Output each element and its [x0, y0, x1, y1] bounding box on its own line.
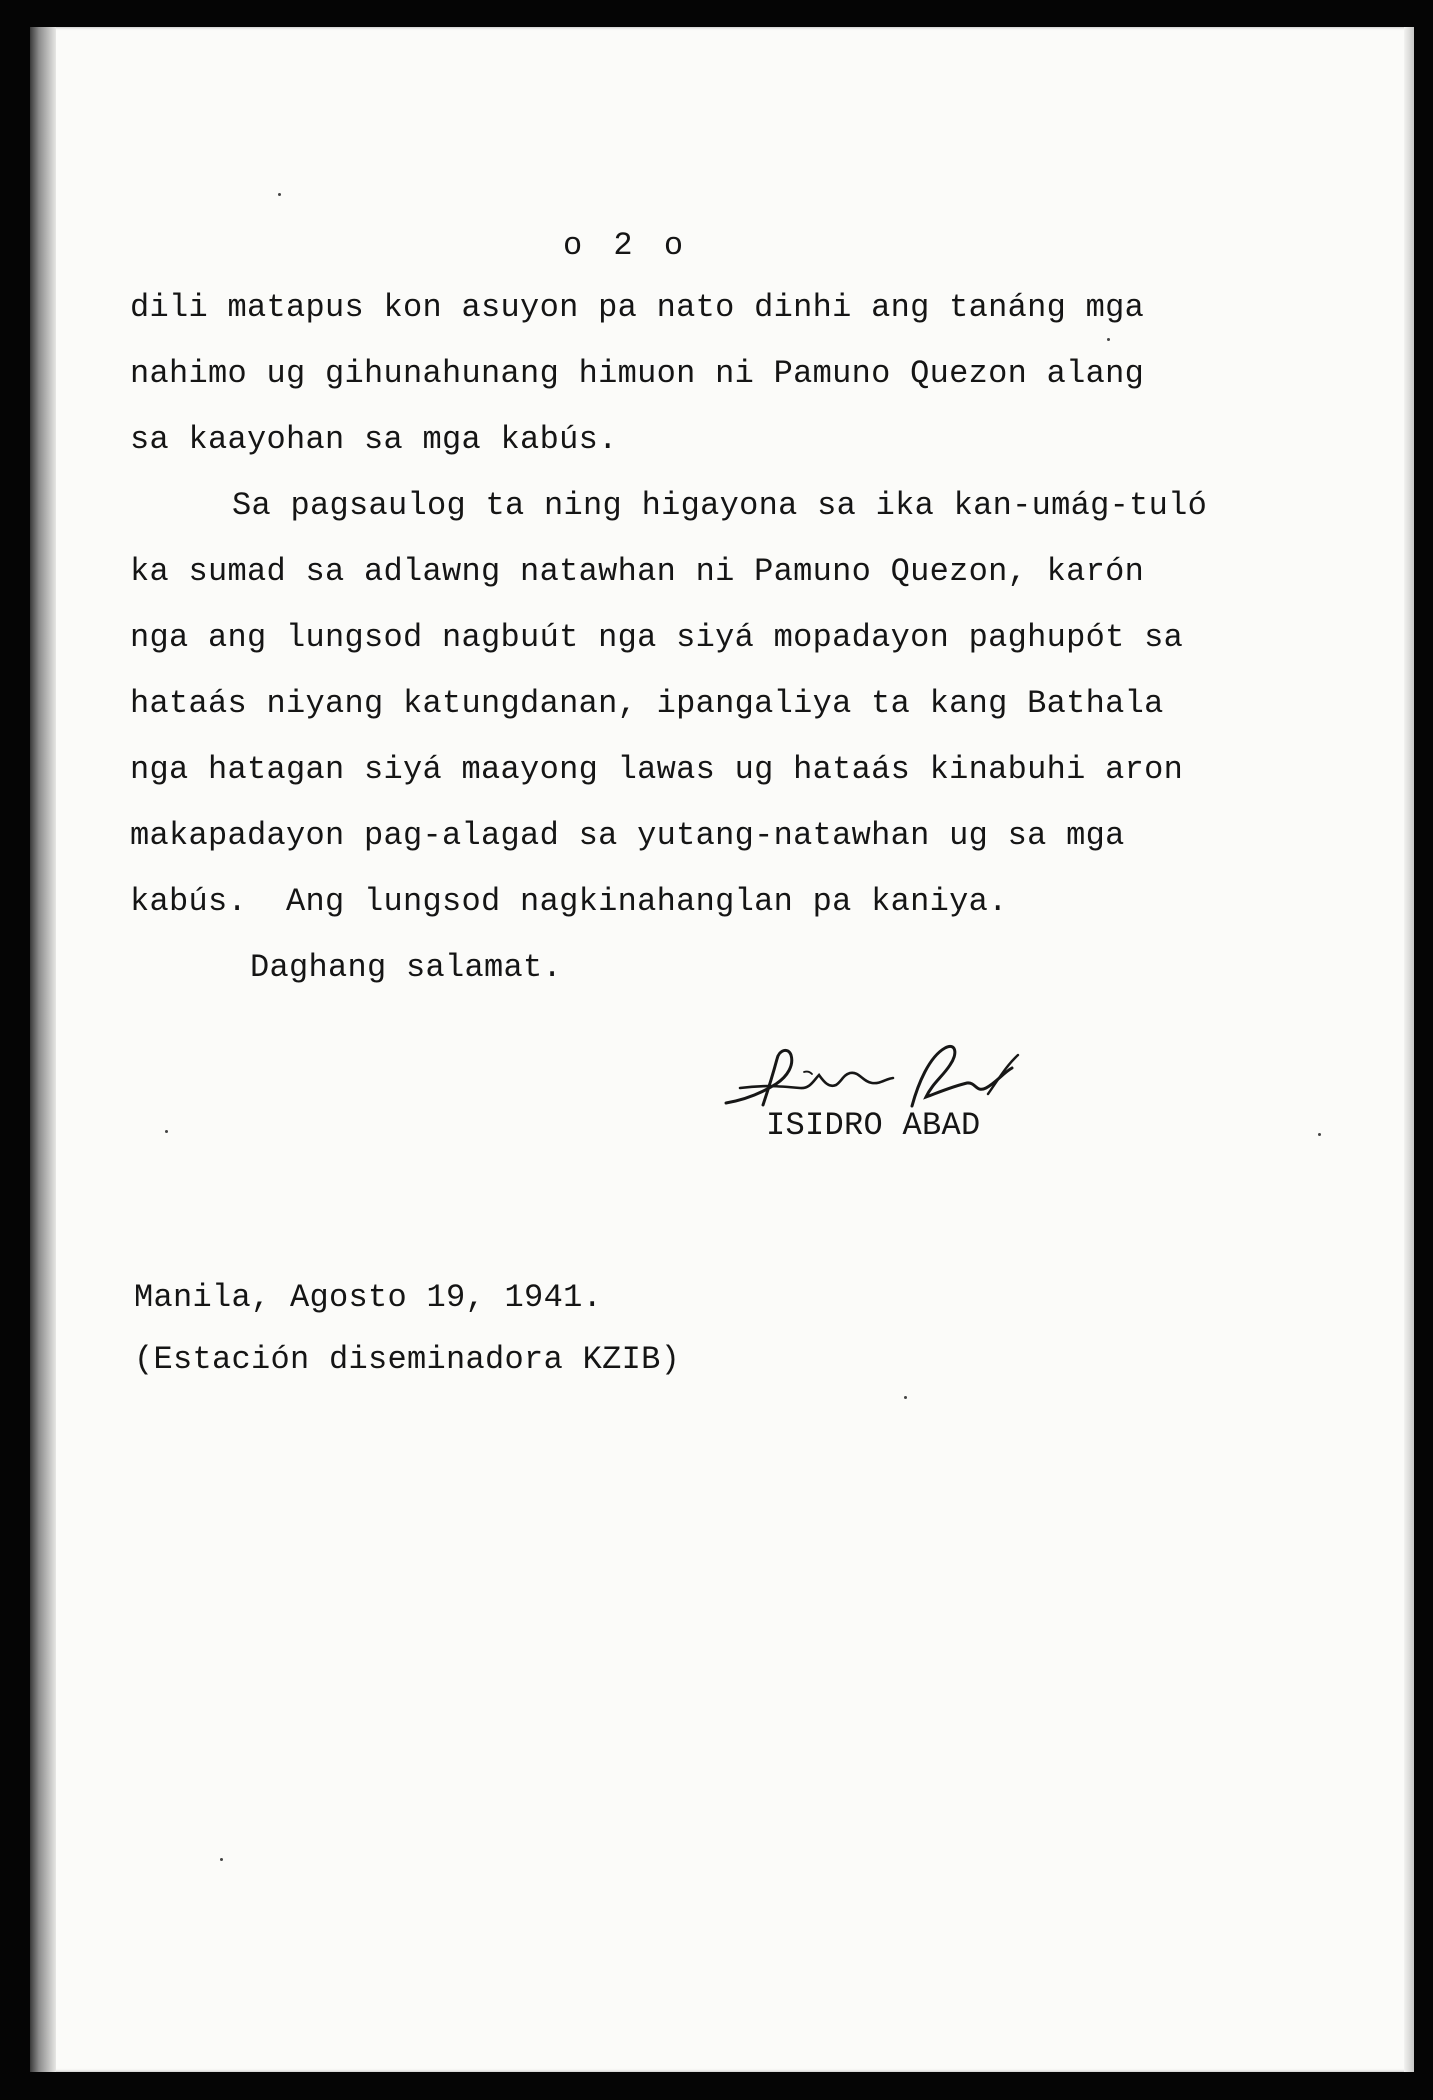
- paragraph-2-line-1: Sa pagsaulog ta ning higayona sa ika kan-umág-tuló: [232, 487, 1208, 524]
- paper-speck: [278, 193, 281, 196]
- broadcast-station: (Estación diseminadora KZIB): [134, 1341, 681, 1378]
- paragraph-2-line-3: nga ang lungsod nagbuút nga siyá mopadayon paghupót sa: [130, 619, 1184, 656]
- paragraph-2-line-5: nga hatagan siyá maayong lawas ug hataás kinabuhi aron: [130, 751, 1184, 788]
- paper-left-binding-shadow: [30, 27, 56, 2072]
- paragraph-1-line-2: nahimo ug gihunahunang himuon ni Pamuno Quezon alang: [130, 355, 1145, 392]
- place-and-date: Manila, Agosto 19, 1941.: [134, 1279, 603, 1316]
- page-number: o 2 o: [563, 227, 690, 264]
- paper-speck: [1318, 1133, 1321, 1136]
- paper-speck: [220, 1858, 223, 1861]
- paragraph-2-line-6: makapadayon pag-alagad sa yutang-natawhan ug sa mga: [130, 817, 1125, 854]
- paragraph-2-line-4: hataás niyang katungdanan, ipangaliya ta kang Bathala: [130, 685, 1164, 722]
- signer-name: ISIDRO ABAD: [766, 1107, 981, 1144]
- closing-line: Daghang salamat.: [250, 949, 563, 986]
- paragraph-1-line-3: sa kaayohan sa mga kabús.: [130, 421, 618, 458]
- paper-right-edge: [1404, 27, 1414, 2072]
- paper-speck: [165, 1130, 168, 1133]
- paper-speck: [904, 1396, 907, 1399]
- paper-speck: [1107, 338, 1110, 341]
- paragraph-1-line-1: dili matapus kon asuyon pa nato dinhi ang tanáng mga: [130, 289, 1145, 326]
- paragraph-2-line-7: kabús. Ang lungsod nagkinahanglan pa kaniya.: [130, 883, 1008, 920]
- paragraph-2-line-2: ka sumad sa adlawng natawhan ni Pamuno Quezon, karón: [130, 553, 1145, 590]
